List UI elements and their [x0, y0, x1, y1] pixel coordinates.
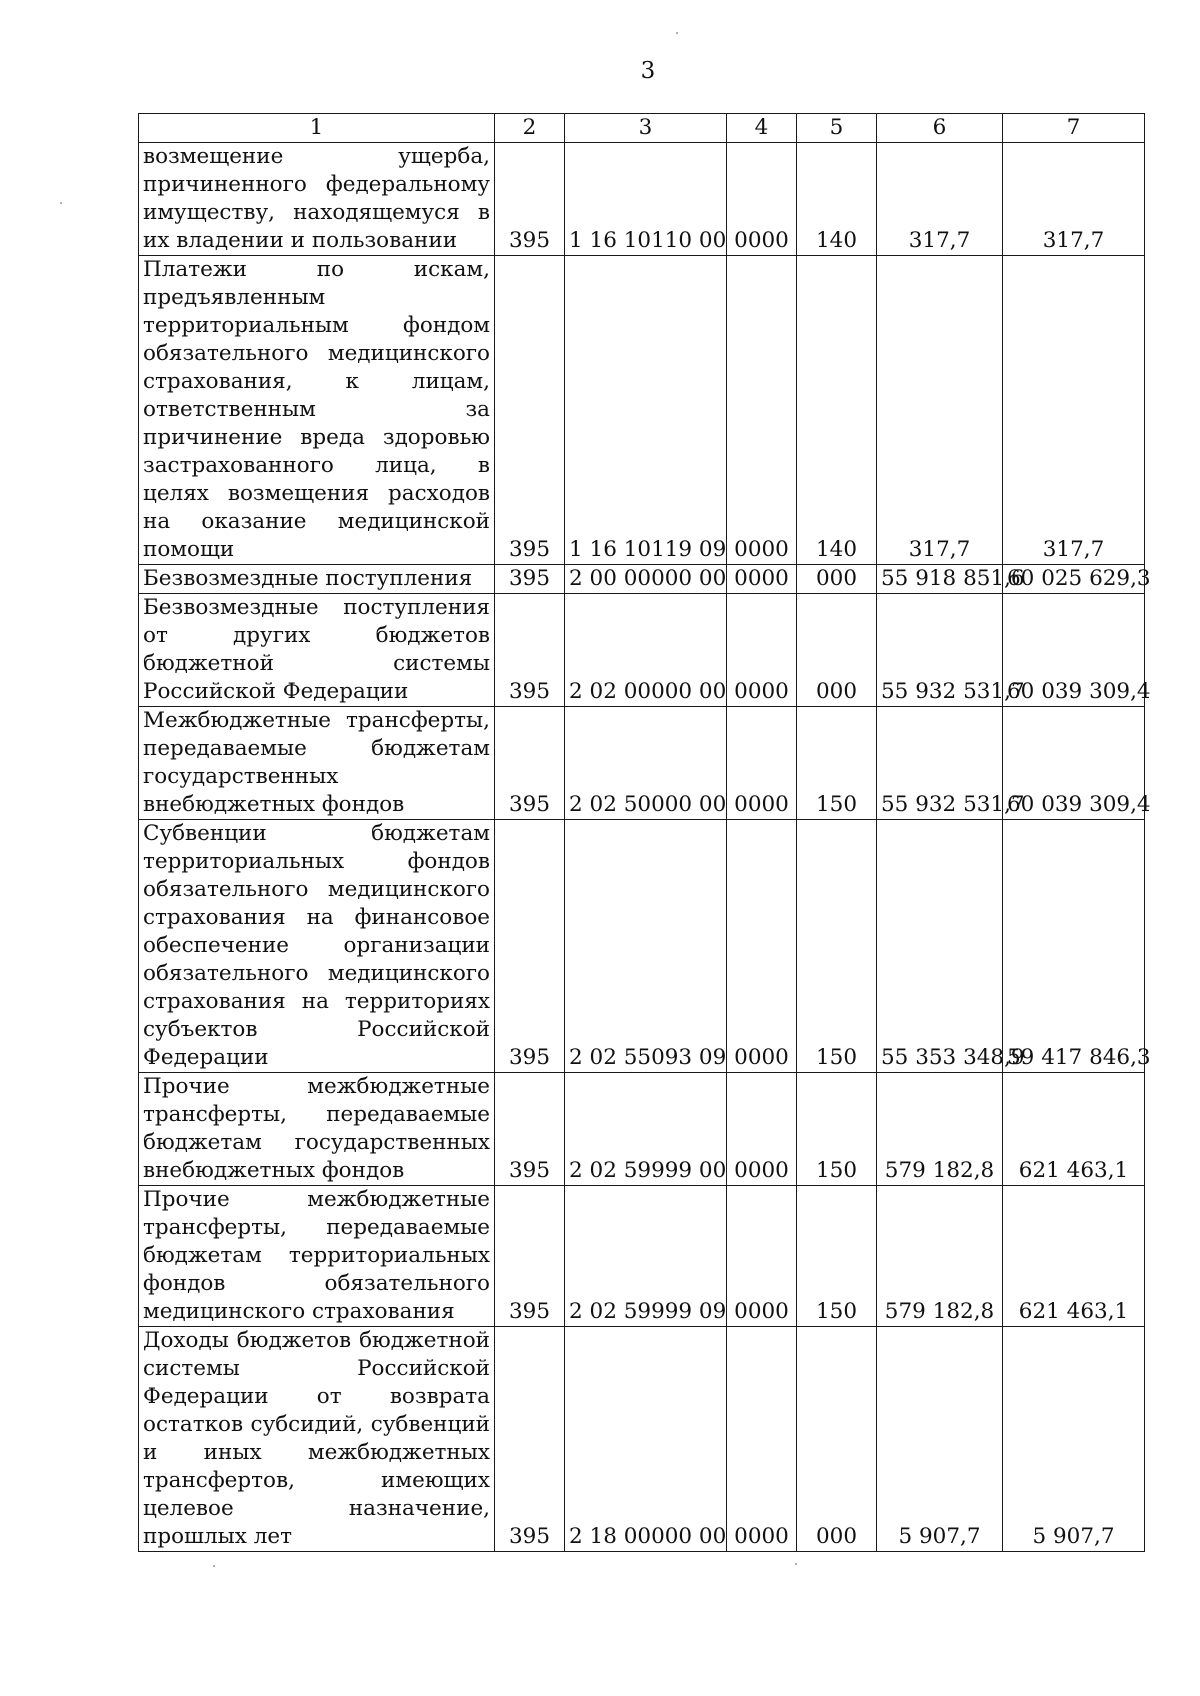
row-admin-code: 395 — [495, 1327, 565, 1552]
row-amount-col6: 5 907,7 — [877, 1327, 1003, 1552]
row-admin-code: 395 — [495, 1073, 565, 1186]
row-admin-code: 395 — [495, 256, 565, 565]
row-amount-col7: 317,7 — [1003, 143, 1145, 256]
row-program-code: 0000 — [727, 565, 797, 594]
row-admin-code: 395 — [495, 565, 565, 594]
row-program-code: 0000 — [727, 820, 797, 1073]
row-description: Прочие межбюджетные трансферты, передаваемые бюджетам государственных внебюджетных фондов — [139, 1073, 495, 1186]
header-col-6: 6 — [877, 114, 1003, 143]
row-admin-code: 395 — [495, 820, 565, 1073]
row-amount-col7: 317,7 — [1003, 256, 1145, 565]
row-amount-col6: 55 932 531,7 — [877, 594, 1003, 707]
row-program-code: 0000 — [727, 143, 797, 256]
row-admin-code: 395 — [495, 707, 565, 820]
table-row — [139, 256, 1145, 565]
row-program-code: 0000 — [727, 594, 797, 707]
row-admin-code: 395 — [495, 143, 565, 256]
row-economic-code: 000 — [797, 565, 877, 594]
row-amount-col7: 60 025 629,3 — [1003, 565, 1145, 594]
row-revenue-code: 2 02 00000 00 — [565, 594, 727, 707]
row-revenue-code: 2 02 55093 09 — [565, 820, 727, 1073]
row-amount-col7: 59 417 846,3 — [1003, 820, 1145, 1073]
table-row — [139, 1327, 1145, 1552]
scan-speck — [213, 1565, 215, 1567]
budget-revenue-table — [138, 113, 1151, 1552]
row-amount-col6: 317,7 — [877, 143, 1003, 256]
table-row — [139, 1186, 1145, 1327]
row-description: Безвозмездные поступления от других бюджетов бюджетной системы Российской Федерации — [139, 594, 495, 707]
header-col-1: 1 — [139, 114, 495, 143]
table-row — [139, 594, 1145, 707]
row-revenue-code: 2 02 59999 00 — [565, 1073, 727, 1186]
row-admin-code: 395 — [495, 1186, 565, 1327]
row-amount-col6: 55 353 348,9 — [877, 820, 1003, 1073]
scan-speck — [60, 202, 62, 204]
row-description: возмещение ущерба, причиненного федеральному имуществу, находящемуся в их владении и пользовании — [139, 143, 495, 256]
table-row — [139, 1073, 1145, 1186]
row-description: Платежи по искам, предъявленным территориальным фондом обязательного медицинского страхования, к лицам, ответственным за причинение вреда здоровью застрахованного лица, в целях возмещения расходов на оказание медицинской помощи — [139, 256, 495, 565]
header-col-4: 4 — [727, 114, 797, 143]
header-col-5: 5 — [797, 114, 877, 143]
row-revenue-code: 2 00 00000 00 — [565, 565, 727, 594]
row-description: Субвенции бюджетам территориальных фондов обязательного медицинского страхования на финансовое обеспечение организации обязательного медицинского страхования на территориях субъектов Российской Федерации — [139, 820, 495, 1073]
row-revenue-code: 1 16 10110 00 — [565, 143, 727, 256]
table-header-row — [139, 114, 1145, 143]
header-col-2: 2 — [495, 114, 565, 143]
row-economic-code: 150 — [797, 1186, 877, 1327]
header-col-3: 3 — [565, 114, 727, 143]
row-economic-code: 150 — [797, 707, 877, 820]
row-amount-col6: 55 918 851,6 — [877, 565, 1003, 594]
row-economic-code: 000 — [797, 594, 877, 707]
row-amount-col6: 55 932 531,7 — [877, 707, 1003, 820]
header-col-7: 7 — [1003, 114, 1145, 143]
row-amount-col7: 60 039 309,4 — [1003, 594, 1145, 707]
scan-speck — [795, 1563, 797, 1565]
row-amount-col6: 579 182,8 — [877, 1073, 1003, 1186]
row-description: Межбюджетные трансферты, передаваемые бюджетам государственных внебюджетных фондов — [139, 707, 495, 820]
scan-speck — [676, 32, 678, 34]
row-description: Безвозмездные поступления — [139, 565, 495, 594]
row-program-code: 0000 — [727, 1186, 797, 1327]
table-row — [139, 707, 1145, 820]
page-number: 3 — [640, 58, 656, 84]
row-revenue-code: 2 02 59999 09 — [565, 1186, 727, 1327]
row-amount-col6: 579 182,8 — [877, 1186, 1003, 1327]
row-economic-code: 150 — [797, 1073, 877, 1186]
row-revenue-code: 2 02 50000 00 — [565, 707, 727, 820]
table-row — [139, 820, 1145, 1073]
row-amount-col7: 621 463,1 — [1003, 1073, 1145, 1186]
row-program-code: 0000 — [727, 256, 797, 565]
row-program-code: 0000 — [727, 707, 797, 820]
row-admin-code: 395 — [495, 594, 565, 707]
row-amount-col7: 5 907,7 — [1003, 1327, 1145, 1552]
table-row — [139, 143, 1145, 256]
row-description: Прочие межбюджетные трансферты, передаваемые бюджетам территориальных фондов обязательного медицинского страхования — [139, 1186, 495, 1327]
row-amount-col7: 621 463,1 — [1003, 1186, 1145, 1327]
row-revenue-code: 2 18 00000 00 — [565, 1327, 727, 1552]
row-economic-code: 140 — [797, 143, 877, 256]
row-program-code: 0000 — [727, 1327, 797, 1552]
row-amount-col7: 60 039 309,4 — [1003, 707, 1145, 820]
row-economic-code: 000 — [797, 1327, 877, 1552]
table-row — [139, 565, 1145, 594]
row-amount-col6: 317,7 — [877, 256, 1003, 565]
row-description: Доходы бюджетов бюджетной системы Российской Федерации от возврата остатков субсидий, субвенций и иных межбюджетных трансфертов, имеющих целевое назначение, прошлых лет — [139, 1327, 495, 1552]
row-program-code: 0000 — [727, 1073, 797, 1186]
row-revenue-code: 1 16 10119 09 — [565, 256, 727, 565]
row-economic-code: 150 — [797, 820, 877, 1073]
row-economic-code: 140 — [797, 256, 877, 565]
